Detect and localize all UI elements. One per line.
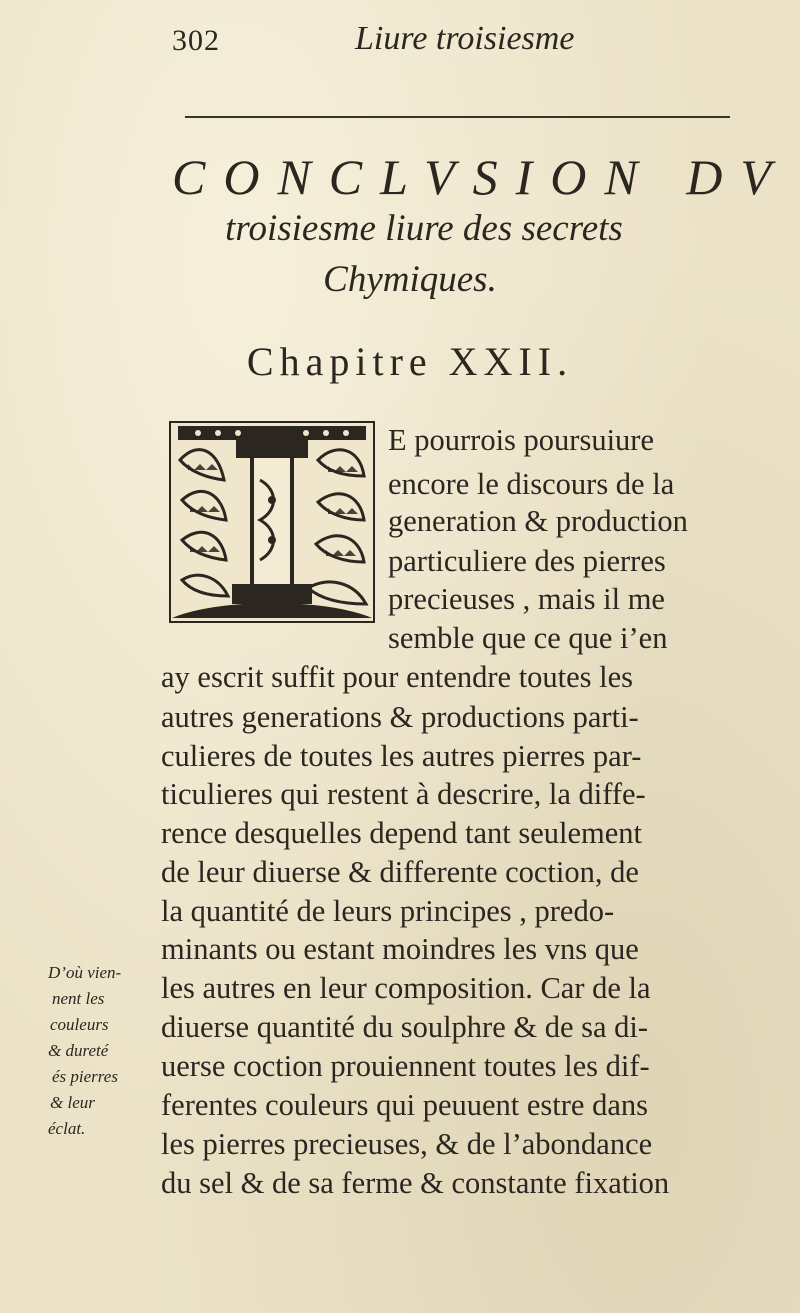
margin-note-line: nent les xyxy=(52,989,105,1008)
chapter-heading: Chapitre XXII. xyxy=(246,339,574,384)
running-head: Liure troisiesme xyxy=(355,20,575,57)
body-line: semble que ce que i’en xyxy=(388,621,668,655)
body-line: ay escrit suffit pour entendre toutes les xyxy=(161,660,634,694)
margin-note-line: & dureté xyxy=(48,1041,109,1060)
body-line: ticulieres qui restent à descrire, la diffe- xyxy=(161,777,646,811)
body-line: uerse coction prouiennent toutes les dif- xyxy=(161,1049,650,1083)
body-line: la quantité de leurs principes , predo- xyxy=(161,894,615,928)
header-rule xyxy=(185,116,730,118)
body-line: culieres de toutes les autres pierres par- xyxy=(161,739,642,773)
body-line: autres generations & productions parti- xyxy=(161,700,639,734)
body-line: les pierres precieuses, & de l’abondance xyxy=(161,1127,653,1161)
margin-note-line: és pierres xyxy=(52,1067,118,1086)
ornamental-drop-cap-icon xyxy=(168,420,376,624)
body-line: generation & production xyxy=(388,504,688,538)
margin-note-line: & leur xyxy=(50,1093,95,1112)
title-line-2: troisiesme liure des secrets xyxy=(225,208,623,249)
margin-note-line: D’où vien- xyxy=(48,963,122,982)
body-line: diuerse quantité du soulphre & de sa di- xyxy=(161,1010,649,1044)
body-line: du sel & de sa ferme & constante fixation xyxy=(161,1166,670,1200)
title-line-1: CONCLVSION DV xyxy=(172,149,789,205)
body-line: de leur diuerse & differente coction, de xyxy=(161,855,639,889)
body-line: les autres en leur composition. Car de la xyxy=(161,971,651,1005)
body-line: rence desquelles depend tant seulement xyxy=(161,816,643,850)
page-number: 302 xyxy=(172,24,220,57)
title-line-3: Chymiques. xyxy=(323,259,497,300)
body-line: ferentes couleurs qui peuuent estre dans xyxy=(161,1088,648,1122)
body-line: minants ou estant moindres les vns que xyxy=(161,932,639,966)
body-line: E pourrois poursuiure xyxy=(388,423,654,457)
margin-note-line: éclat. xyxy=(48,1119,86,1138)
margin-note-line: couleurs xyxy=(50,1015,109,1034)
body-line: particuliere des pierres xyxy=(388,544,666,578)
body-line: precieuses , mais il me xyxy=(388,582,665,616)
body-line: encore le discours de la xyxy=(388,467,675,501)
